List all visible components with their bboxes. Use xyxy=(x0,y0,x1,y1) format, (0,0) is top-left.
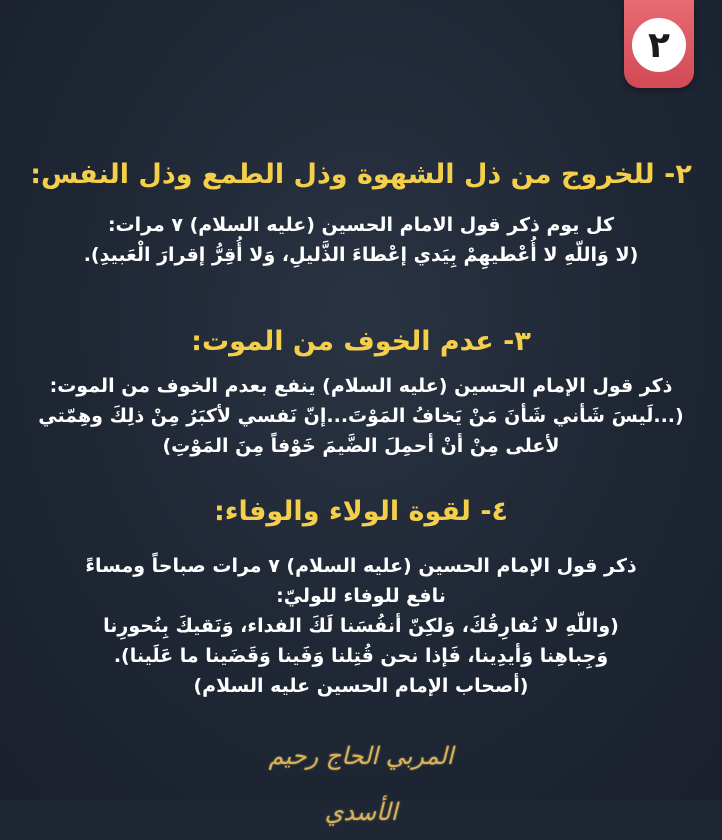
section-2-heading: ٢- للخروج من ذل الشهوة وذل الطمع وذل النفس: xyxy=(30,159,692,190)
section-2-line-2: (لا وَاللّهِ لا أُعْطيهِمْ بِيَدي إعْطاءَ الذَّليلِ، وَلا أُقِرُّ إقرارَ الْعَبيدِ). xyxy=(83,244,639,266)
section-4 xyxy=(24,494,698,530)
page-number-tab xyxy=(624,0,694,88)
section-3 xyxy=(24,324,698,360)
page-number-badge: ٢ xyxy=(632,18,686,72)
section-4-body xyxy=(24,551,698,701)
section-2-body xyxy=(24,210,698,270)
section-3-body xyxy=(24,371,698,461)
section-3-line-2: (...لَيسَ شَأني شَأنَ مَنْ يَخافُ المَوْتَ...إنّ نَفسي لأكبَرُ مِنْ ذلِكَ وهِمّتي xyxy=(38,405,684,427)
section-2-line-1: كل يوم ذكر قول الامام الحسين (عليه السلام) ٧ مرات: xyxy=(107,214,615,236)
section-3-line-3: لأعلى مِنْ أنْ أحمِلَ الضَّيمَ خَوْفاً مِنَ المَوْتِ) xyxy=(162,435,560,457)
section-3-line-1: ذكر قول الإمام الحسين (عليه السلام) ينفع بعدم الخوف من الموت: xyxy=(49,375,673,397)
author-signature: المربي الحاج رحيم الأسدي xyxy=(268,742,454,826)
section-4-line-2: نافع للوفاء للوليّ: xyxy=(276,585,446,607)
section-4-line-3: (واللّهِ لا نُفارِقُكَ، وَلكِنّ أنفُسَنا لَكَ الفداء، وَنَقيكَ بِنُحورِنا xyxy=(103,615,619,637)
section-4-heading: ٤- لقوة الولاء والوفاء: xyxy=(213,496,509,527)
section-4-line-5: (أصحاب الإمام الحسين عليه السلام) xyxy=(193,675,529,697)
section-4-line-4: وَجِباهِنا وَأيدِينا، فَإذا نحن قُتِلنا وَفَينا وَقَضَينا ما عَلَينا). xyxy=(113,645,609,667)
section-2 xyxy=(24,157,698,193)
section-4-line-1: ذكر قول الإمام الحسين (عليه السلام) ٧ مرات صباحاً ومساءً xyxy=(85,555,637,577)
section-3-heading: ٣- عدم الخوف من الموت: xyxy=(191,326,531,357)
